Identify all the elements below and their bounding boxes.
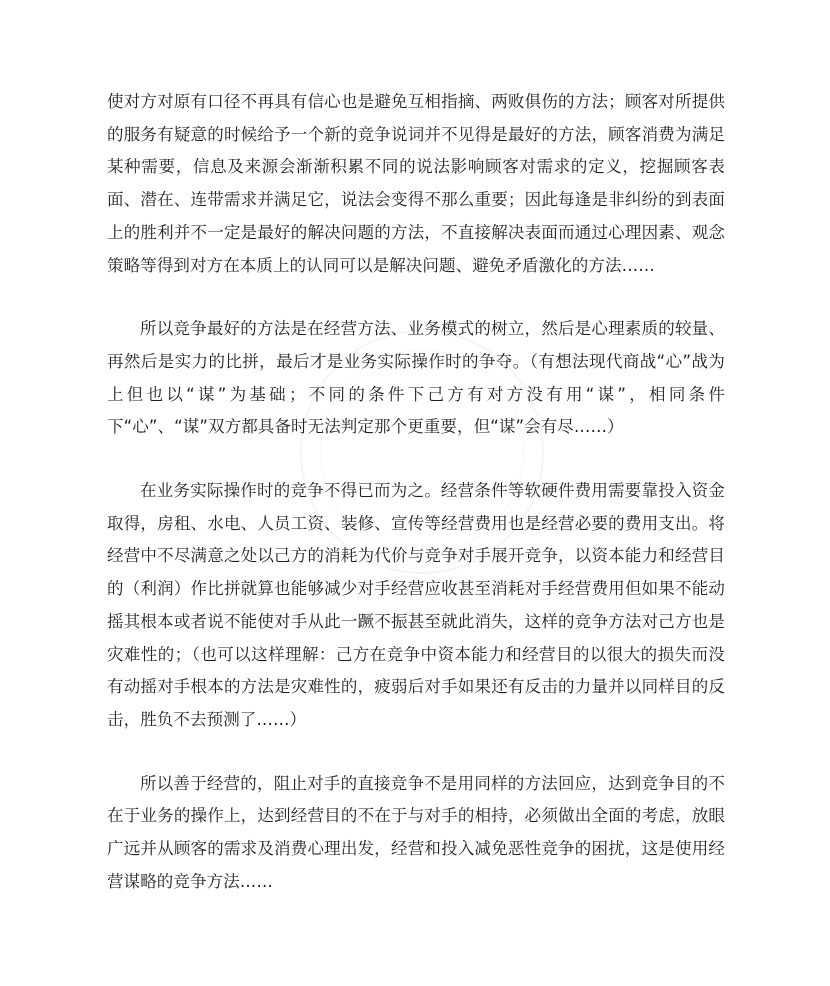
paragraph-4: 所以善于经营的，阻止对手的直接竞争不是用同样的方法回应，达到竞争目的不在于业务的操作上，达到经营目的不在于与对手的相持，必须做出全面的考虑，放眼广远并从顾客的需求及消费心理出发，经营和投入减免恶性竞争的困扰，这是使用经营谋略的竞争方法…… xyxy=(107,773,725,891)
paragraph-2: 所以竞争最好的方法是在经营方法、业务模式的树立，然后是心理素质的较量、再然后是实力的比拼，最后才是业务实际操作时的争夺。（有想法现代商战“心”战为上但也以“谋”为基础；不同的条件下己方有对方没有用“谋”，相同条件下“心”、“谋”双方都具备时无法判定那个更重要，但“谋”会有尽……） xyxy=(107,319,725,437)
paragraph-1: 使对方对原有口径不再具有信心也是避免互相指摘、两败俱伤的方法；顾客对所提供的服务有疑意的时候给予一个新的竞争说词并不见得是最好的方法，顾客消费为满足某种需要，信息及来源会渐渐积累不同的说法影响顾客对需求的定义，挖掘顾客表面、潜在、连带需求并满足它，说法会变得不那么重要；因此每逢是非纠纷的到表面上的胜利并不一定是最好的解决问题的方法，不直接解决表面而通过心理因素、观念策略等得到对方在本质上的认同可以是解决问题、避免矛盾激化的方法…… xyxy=(107,92,725,275)
paragraph-3: 在业务实际操作时的竞争不得已而为之。经营条件等软硬件费用需要靠投入资金取得，房租、水电、人员工资、装修、宣传等经营费用也是经营必要的费用支出。将经营中不尽满意之处以己方的消耗为代价与竞争对手展开竞争，以资本能力和经营目的（利润）作比拼就算也能够减少对手经营应收甚至消耗对手经营费用但如果不能动摇其根本或者说不能使对手从此一蹶不振甚至就此消失，这样的竞争方法对己方也是灾难性的；（也可以这样理解：己方在竞争中资本能力和经营目的以很大的损失而没有动摇对手根本的方法是灾难性的，疲弱后对手如果还有反击的力量并以同样目的反击，胜负不去预测了……） xyxy=(107,481,725,729)
document-body xyxy=(107,86,725,898)
